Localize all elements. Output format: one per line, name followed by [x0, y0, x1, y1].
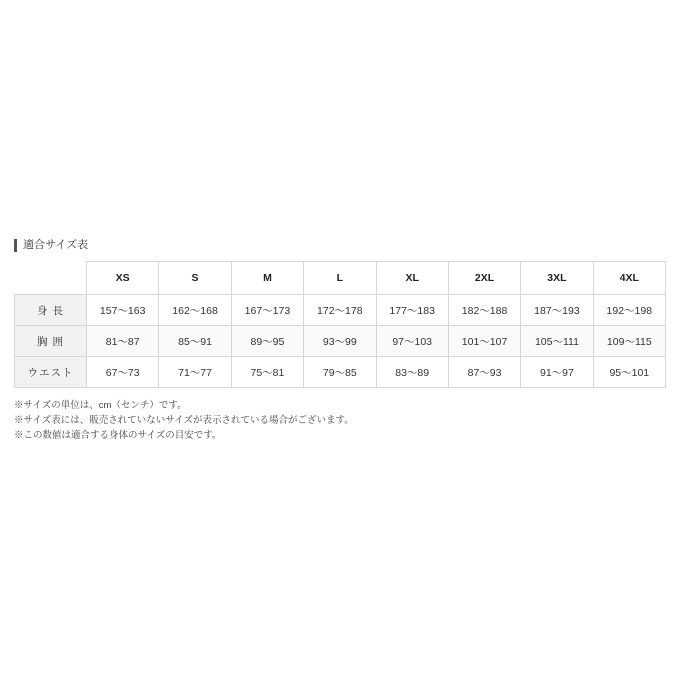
cell-height-xl: 177〜183	[376, 295, 448, 326]
column-header-xl: XL	[376, 262, 448, 295]
cell-waist-s: 71〜77	[159, 357, 231, 388]
column-header-3xl: 3XL	[521, 262, 593, 295]
row-label-waist: ウエスト	[15, 357, 87, 388]
size-table	[14, 261, 666, 388]
title-accent-bar	[14, 239, 17, 252]
table-header-row	[15, 262, 666, 295]
cell-height-xs: 157〜163	[87, 295, 159, 326]
table-row	[15, 326, 666, 357]
cell-chest-3xl: 105〜111	[521, 326, 593, 357]
column-header-2xl: 2XL	[448, 262, 520, 295]
cell-height-4xl: 192〜198	[593, 295, 665, 326]
column-header-l: L	[304, 262, 376, 295]
cell-waist-l: 79〜85	[304, 357, 376, 388]
cell-waist-3xl: 91〜97	[521, 357, 593, 388]
note-unit: ※サイズの単位は、cm（センチ）です。	[14, 400, 187, 411]
row-label-height: 身 長	[15, 295, 87, 326]
cell-chest-s: 85〜91	[159, 326, 231, 357]
note-availability: ※サイズ表には、販売されていないサイズが表示されている場合がございます。	[14, 415, 354, 426]
row-label-chest: 胸 囲	[15, 326, 87, 357]
cell-chest-xs: 81〜87	[87, 326, 159, 357]
cell-waist-xs: 67〜73	[87, 357, 159, 388]
cell-chest-l: 93〜99	[304, 326, 376, 357]
table-corner-cell	[15, 262, 87, 295]
note-guideline: ※この数値は適合する身体のサイズの目安です。	[14, 430, 222, 441]
cell-chest-xl: 97〜103	[376, 326, 448, 357]
cell-height-l: 172〜178	[304, 295, 376, 326]
notes-block	[14, 398, 666, 443]
cell-height-3xl: 187〜193	[521, 295, 593, 326]
column-header-4xl: 4XL	[593, 262, 665, 295]
cell-height-m: 167〜173	[231, 295, 303, 326]
cell-waist-m: 75〜81	[231, 357, 303, 388]
column-header-s: S	[159, 262, 231, 295]
cell-waist-xl: 83〜89	[376, 357, 448, 388]
size-chart-content	[14, 238, 666, 443]
cell-chest-4xl: 109〜115	[593, 326, 665, 357]
cell-waist-2xl: 87〜93	[448, 357, 520, 388]
column-header-xs: XS	[87, 262, 159, 295]
table-row	[15, 357, 666, 388]
cell-height-2xl: 182〜188	[448, 295, 520, 326]
cell-height-s: 162〜168	[159, 295, 231, 326]
cell-chest-2xl: 101〜107	[448, 326, 520, 357]
cell-waist-4xl: 95〜101	[593, 357, 665, 388]
column-header-m: M	[231, 262, 303, 295]
cell-chest-m: 89〜95	[231, 326, 303, 357]
table-row	[15, 295, 666, 326]
section-title-text: 適合サイズ表	[23, 239, 89, 251]
section-title	[14, 238, 666, 252]
